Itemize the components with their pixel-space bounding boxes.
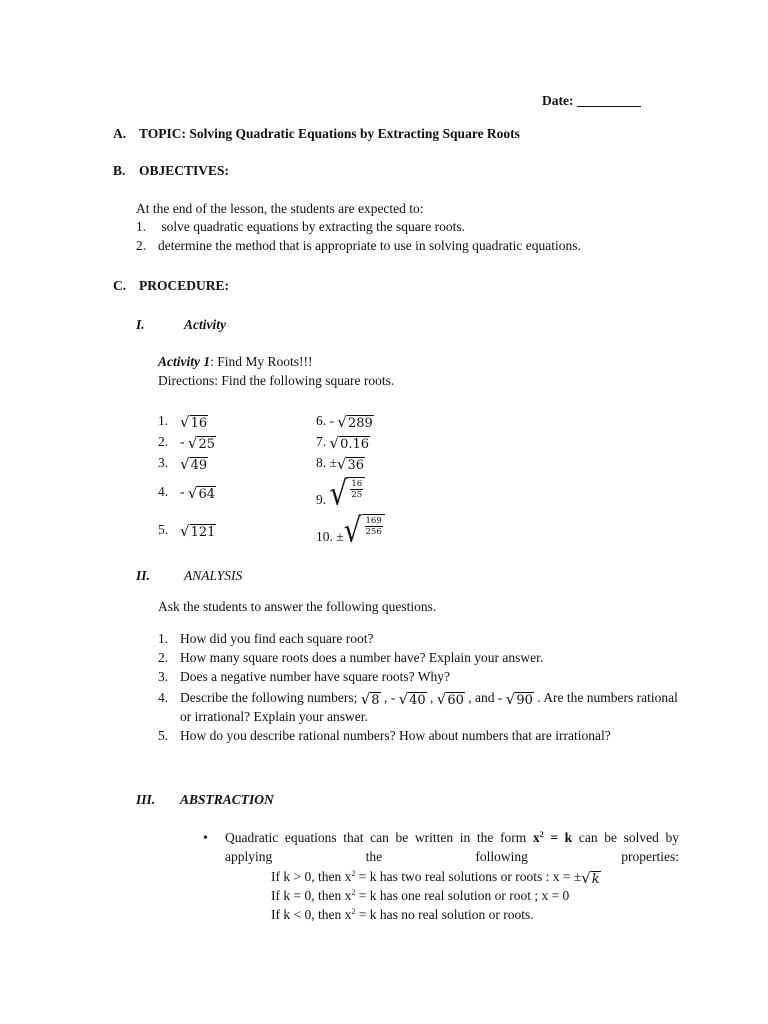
radical: √ 49 (180, 455, 208, 473)
bullet-point: • (203, 831, 208, 846)
topic-text: TOPIC: Solving Quadratic Equations by Extracting Square Roots (139, 126, 520, 141)
fraction-radical: √ 16 25 (330, 477, 366, 505)
date-blank-line[interactable] (577, 93, 641, 107)
radical: √ 36 (336, 455, 365, 473)
analysis-question: 4. Describe the following numbers; √ 8 , - √ 40 , √ 60 , and - √ 90 . Are the numbers rational (158, 690, 678, 708)
property-rule: If k = 0, then $x^2 = k$ has one real solution or root ; x = 0 (271, 888, 570, 903)
square-root-item: 9. √ 16 25 (316, 477, 365, 509)
analysis-question: 2. How many square roots does a number have? Explain your answer. (158, 650, 544, 665)
radical: √ 60 (436, 690, 464, 708)
square-root-item: 1. √ 16 (158, 413, 208, 431)
date-label: Date: (542, 93, 574, 108)
square-root-item: 4. - √ 64 (158, 484, 215, 502)
square-root-item: 5. √ 121 (158, 522, 216, 540)
radical: √ 0.16 (329, 434, 370, 452)
radical: √ 40 (398, 690, 426, 708)
property-rule: If k > 0, then $x^2 = k$ has two real solutions or roots : x = ± √ k (271, 869, 600, 887)
objectives-title: OBJECTIVES: (139, 163, 230, 178)
analysis-question: 1. How did you find each square root? (158, 631, 374, 646)
analysis-roman: II. (136, 568, 150, 583)
procedure-letter: C. (113, 278, 127, 293)
analysis-question-continued: or irrational? Explain your answer. (180, 709, 368, 724)
radical: √ k (581, 869, 600, 887)
objectives-heading (113, 162, 229, 180)
radical: √ 8 (360, 690, 380, 708)
objective-item: 2. determine the method that is appropriate to use in solving quadratic equations. (136, 238, 581, 253)
square-root-item: 10. ± √ 169 256 (316, 514, 385, 546)
topic-letter: A. (113, 126, 127, 141)
activity-directions: Directions: Find the following square roots. (158, 373, 395, 388)
radical: √ 16 (180, 413, 208, 431)
activity-roman: I. (136, 317, 145, 332)
radical: √ 121 (180, 522, 216, 540)
radical: √ 90 (505, 690, 533, 708)
procedure-title: PROCEDURE: (139, 278, 229, 293)
square-root-item: 2. - √ 25 (158, 434, 215, 452)
square-root-item: 8. ± √ 36 (316, 455, 365, 473)
square-root-item: 3. √ 49 (158, 455, 208, 473)
procedure-heading (113, 277, 229, 295)
radical: √ 289 (337, 413, 373, 431)
activity-title: Activity (184, 317, 226, 332)
square-root-item: 6. - √ 289 (316, 413, 373, 431)
objectives-intro: At the end of the lesson, the students are expected to: (136, 201, 424, 216)
objective-item: 1. solve quadratic equations by extracting the square roots. (136, 219, 466, 234)
abstraction-paragraph: Quadratic equations that can be written in the form $x^2 = k$ can be solved by applying the following properties: (225, 830, 680, 864)
radical: √ 25 (187, 434, 215, 452)
analysis-intro: Ask the students to answer the following questions. (158, 599, 437, 614)
fraction-radical: √ 169 256 (344, 514, 385, 542)
date-field (542, 92, 641, 110)
topic-heading (113, 125, 520, 143)
radical: √ 64 (187, 484, 215, 502)
property-rule: If k < 0, then $x^2 = k$ has no real solution or roots. (271, 907, 534, 922)
analysis-question: 5. How do you describe rational numbers? How about numbers that are irrational? (158, 728, 611, 743)
abstraction-roman: III. (136, 792, 156, 807)
abstraction-title: ABSTRACTION (180, 792, 274, 807)
square-root-item: 7. √ 0.16 (316, 434, 370, 452)
analysis-question: 3. Does a negative number have square roots? Why? (158, 669, 451, 684)
analysis-title: ANALYSIS (184, 568, 243, 583)
activity-1-label: Activity 1: Find My Roots!!! (158, 354, 313, 369)
objectives-letter: B. (113, 163, 126, 178)
